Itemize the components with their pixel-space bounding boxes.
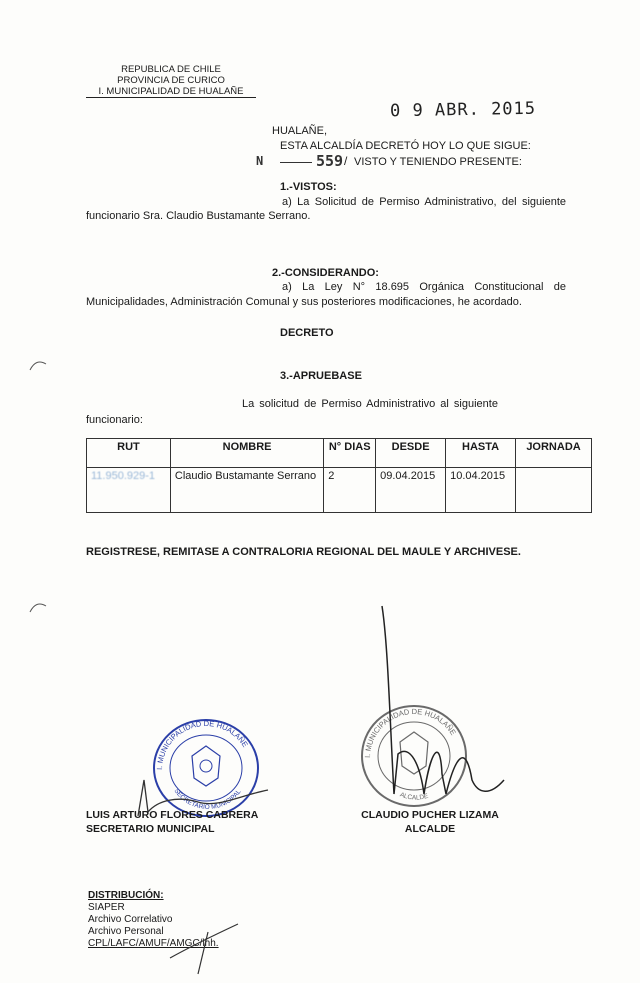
col-header-rut: RUT bbox=[87, 439, 171, 468]
distribucion-heading: DISTRIBUCIÓN: bbox=[88, 890, 164, 901]
cell-hasta: 10.04.2015 bbox=[446, 468, 516, 513]
distribucion-initial-scribble-icon bbox=[168, 918, 248, 978]
decreto-heading: DECRETO bbox=[280, 327, 334, 339]
right-seal-subtext: ALCALDE bbox=[398, 791, 430, 802]
alcalde-signature-block bbox=[330, 808, 530, 836]
alcalde-name: CLAUDIO PUCHER LIZAMA bbox=[361, 809, 499, 821]
letterhead-line-1: REPUBLICA DE CHILE bbox=[121, 64, 221, 75]
distribucion-item: Archivo Personal bbox=[88, 926, 164, 937]
alcalde-title: ALCALDE bbox=[404, 823, 456, 835]
col-header-desde: DESDE bbox=[376, 439, 446, 468]
secretario-title: SECRETARIO MUNICIPAL bbox=[86, 823, 215, 835]
place-label: HUALAÑE, bbox=[272, 125, 328, 137]
table-row bbox=[87, 468, 592, 513]
intro-text: ESTA ALCALDÍA DECRETÓ HOY LO QUE SIGUE: bbox=[280, 140, 531, 152]
apruebase-heading: 3.-APRUEBASE bbox=[280, 370, 362, 382]
decree-number: 559 bbox=[316, 152, 344, 170]
col-header-dias: N° DIAS bbox=[324, 439, 376, 468]
letterhead-line-3: I. MUNICIPALIDAD DE HUALAÑE bbox=[86, 86, 256, 98]
permiso-table bbox=[86, 438, 592, 513]
left-seal-subtext: SECRETARIO MUNICIPAL bbox=[172, 787, 243, 811]
cell-jornada bbox=[516, 468, 592, 513]
alcalde-signature-icon bbox=[380, 604, 510, 824]
col-header-jornada: JORNADA bbox=[516, 439, 592, 468]
apruebase-text-line-2: funcionario: bbox=[86, 414, 143, 426]
cell-desde: 09.04.2015 bbox=[376, 468, 446, 513]
table-header-row bbox=[87, 439, 592, 468]
decree-number-line bbox=[256, 152, 556, 172]
cell-dias: 2 bbox=[324, 468, 376, 513]
col-header-nombre: NOMBRE bbox=[170, 439, 323, 468]
vistos-heading: 1.-VISTOS: bbox=[280, 181, 337, 193]
col-header-hasta: HASTA bbox=[446, 439, 516, 468]
decree-number-slash: / bbox=[344, 154, 348, 168]
considerando-heading: 2.-CONSIDERANDO: bbox=[272, 267, 379, 279]
distribucion-item: SIAPER bbox=[88, 902, 125, 913]
date-stamp: 0 9 ABR. 2015 bbox=[389, 98, 537, 122]
letterhead bbox=[86, 64, 256, 98]
cell-rut: 11.950.929-1 bbox=[87, 468, 171, 513]
considerando-text: a) La Ley N° 18.695 Orgánica Constitucional de Municipalidades, Administración Comunal y sus posteriores modificaciones, he acordado. bbox=[86, 281, 566, 308]
decree-number-dash bbox=[280, 162, 312, 163]
hole-punch-mark-bottom bbox=[28, 600, 48, 614]
secretario-name: LUIS ARTURO FLORES CABRERA bbox=[86, 809, 259, 821]
hole-punch-mark-top bbox=[28, 358, 48, 372]
cell-nombre: Claudio Bustamante Serrano bbox=[170, 468, 323, 513]
decree-number-text: VISTO Y TENIENDO PRESENTE: bbox=[354, 156, 522, 168]
vistos-text: a) La Solicitud de Permiso Administrativo, del siguiente funcionario Sra. Claudio Bustamante Serrano. bbox=[86, 196, 566, 222]
distribucion-item: Archivo Correlativo bbox=[88, 914, 173, 925]
secretario-signature-block bbox=[86, 808, 258, 836]
apruebase-text-line-1: La solicitud de Permiso Administrativo al siguiente bbox=[242, 398, 498, 410]
letterhead-line-2: PROVINCIA DE CURICO bbox=[117, 75, 225, 86]
distribucion-item: CPL/LAFC/AMUF/AMGC/lhh. bbox=[88, 938, 219, 949]
right-seal-text: I. MUNICIPALIDAD DE HUALAÑE bbox=[362, 706, 458, 759]
left-seal-text: I. MUNICIPALIDAD DE HUALAÑE bbox=[154, 718, 250, 771]
decree-number-prefix: N bbox=[256, 154, 264, 168]
registrese-text: REGISTRESE, REMITASE A CONTRALORIA REGIONAL DEL MAULE Y ARCHIVESE. bbox=[86, 546, 521, 558]
